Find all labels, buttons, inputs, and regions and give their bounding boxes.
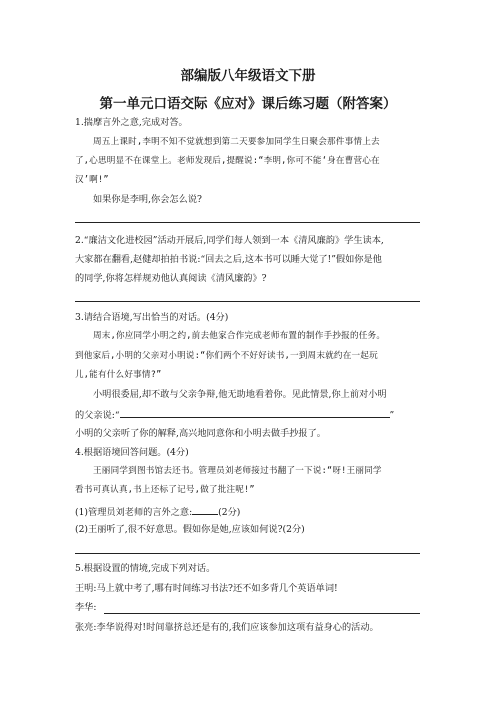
document-subtitle: 第一单元口语交际《应对》课后练习题（附答案） bbox=[99, 96, 397, 112]
q5-heading: 5.根据设置的情境,完成下列对话。 bbox=[75, 563, 216, 574]
q3-paragraph-line: 儿,能有什么好事情?” bbox=[75, 370, 162, 380]
q3-paragraph-line: 到他家后,小明的父亲对小明说:“你们两个不好好读书,一到周末就约在一起玩 bbox=[75, 351, 378, 361]
q2-answer-line bbox=[75, 301, 420, 302]
q5-answer-line bbox=[104, 613, 420, 614]
q3-dialogue-line bbox=[75, 407, 420, 422]
q4-paragraph-line: 看书可真认真,书上还标了记号,做了批注呢!” bbox=[75, 485, 255, 495]
q4-subquestion-1-score: (2分) bbox=[218, 507, 241, 518]
q3-dialogue-prefix: 的父亲说:“ bbox=[75, 410, 120, 421]
q3-outcome: 小明的父亲听了你的解释,高兴地同意你和小明去做手抄报了。 bbox=[75, 428, 326, 439]
q3-dialogue-suffix: ” bbox=[389, 410, 395, 421]
q5-dialogue-zhangliang: 张亮:李华说得对!时间靠挤总还是有的,我们应该参加这项有益身心的活动。 bbox=[75, 622, 379, 633]
q4-subquestion-2: (2)王丽听了,很不好意思。假如你是她,应该如何说?(2分) bbox=[75, 524, 305, 535]
q5-dialogue-wangming: 王明:马上就中考了,哪有时间练习书法?还不如多背几个英语单词! bbox=[75, 583, 338, 594]
q1-prompt: 如果你是李明,你会怎么说? bbox=[93, 194, 202, 205]
q4-heading: 4.根据语境回答问题。(4分) bbox=[75, 447, 189, 458]
q5-dialogue-lihua-label: 李华: bbox=[75, 602, 97, 613]
document-title: 部编版八年级语文下册 bbox=[180, 68, 316, 84]
q1-paragraph-line: 汉’啊!” bbox=[75, 175, 109, 185]
q3-paragraph-line: 小明很委屈,却不敢与父亲争辩,他无助地看着你。见此情景,你上前对小明 bbox=[93, 389, 387, 400]
q4-subquestion-1 bbox=[75, 504, 420, 519]
q4-subquestion-1-text: (1)管理员刘老师的言外之意: bbox=[75, 507, 193, 518]
q4-answer-blank[interactable] bbox=[192, 504, 218, 515]
q2-line: 2.“廉洁文化进校园”活动开展后,同学们每人领到一本《清风廉韵》学生读本, bbox=[75, 235, 384, 246]
q4-paragraph-line: 王丽同学到图书馆去还书。管理员刘老师接过书翻了一下说:“呀!王丽同学 bbox=[93, 466, 382, 476]
q1-heading: 1.揣摩言外之意,完成对答。 bbox=[75, 117, 188, 128]
q3-paragraph-line: 周末,你应同学小明之约,前去他家合作完成老师布置的制作手抄报的任务。 bbox=[93, 331, 386, 341]
q1-paragraph-line: 了,心思明显不在课堂上。老师发现后,提醒说:“李明,你可不能‘身在曹营心在 bbox=[75, 156, 380, 166]
q2-line: 的同学,你将怎样规劝他认真阅读《清风廉韵》? bbox=[75, 273, 267, 284]
q4-answer-line bbox=[75, 553, 420, 554]
q1-paragraph-line: 周五上课时,李明不知不觉就想到第二天要参加同学生日聚会那件事情上去 bbox=[93, 137, 380, 147]
q3-answer-blank[interactable] bbox=[120, 407, 390, 418]
q1-answer-line bbox=[75, 222, 420, 223]
q3-heading: 3.请结合语境,写出恰当的对话。(4分) bbox=[75, 312, 229, 323]
q2-line: 大家都在翻看,赵健却拍拍书说:“回去之后,这本书可以睡大觉了!”假如你是他 bbox=[75, 254, 382, 265]
